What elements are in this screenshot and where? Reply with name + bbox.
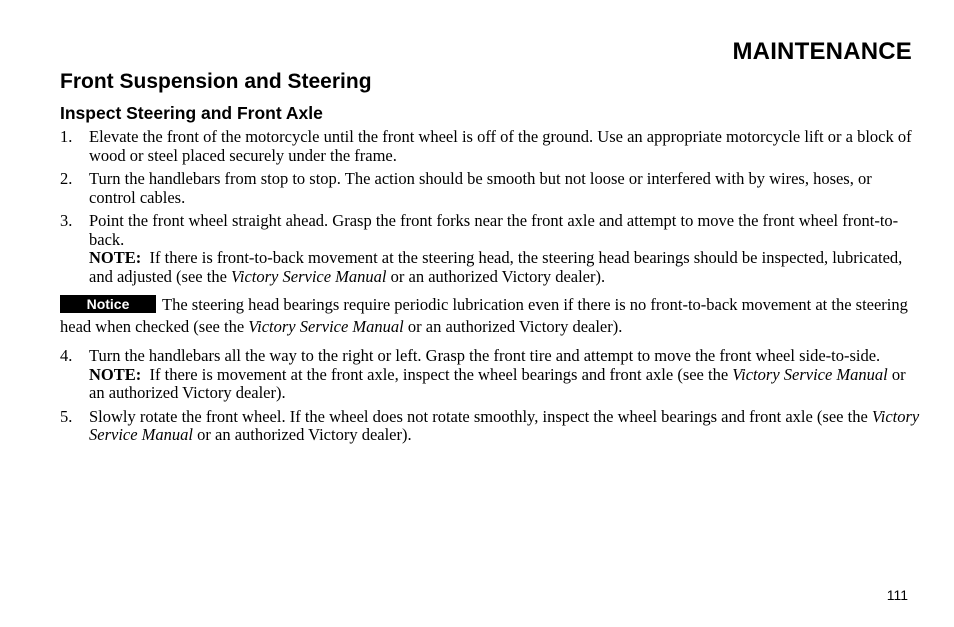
note-label: NOTE:: [89, 364, 142, 384]
step-number: 5.: [60, 406, 73, 426]
step-text: Slowly rotate the front wheel. If the wheel does not rotate smoothly, inspect the wheel bearings and front axle (see the: [89, 406, 872, 426]
step-number: 4.: [60, 346, 73, 365]
list-item: [60, 170, 920, 207]
step-text: Elevate the front of the motorcycle until the front wheel is off of the ground. Use an appropriate motorcycle lift or a block of wood or steel placed securely under the frame.: [89, 127, 912, 165]
list-item: [60, 408, 920, 445]
step-text: Turn the handlebars from stop to stop. The action should be smooth but not loose or interfered with by wires, hoses, or control cables.: [89, 169, 872, 207]
notice-text: The steering head bearings require periodic lubrication even if there is no front-to-back movement at the steering head when checked (see the: [60, 295, 908, 336]
note: [89, 365, 906, 403]
manual-title: Victory Service Manual: [89, 406, 920, 444]
list-item: [60, 212, 920, 286]
note-label: NOTE:: [89, 248, 142, 267]
subsection-title: Inspect Steering and Front Axle: [60, 103, 323, 123]
step-text-end: or an authorized Victory dealer).: [193, 425, 412, 444]
note-text: If there is front-to-back movement at the steering head, the steering head bearings should be inspected, lubricated, and adjusted (see the: [89, 248, 903, 286]
note-text-end: or an authorized Victory dealer).: [89, 364, 906, 402]
page-title: Front Suspension and Steering: [60, 70, 372, 93]
list-item: [60, 128, 920, 165]
step-number: 1.: [60, 127, 73, 146]
section-header: MAINTENANCE: [732, 38, 912, 65]
note-text-end: or an authorized Victory dealer).: [386, 266, 606, 286]
steps-list-b: [60, 347, 920, 450]
manual-title: Victory Service Manual: [732, 364, 888, 384]
list-item: [60, 347, 920, 403]
steps-list-a: [60, 128, 920, 291]
notice-block: [60, 294, 916, 338]
step-text: Turn the handlebars all the way to the right or left. Grasp the front tire and attempt to move the front wheel side-to-side.: [89, 346, 881, 365]
note: [89, 248, 902, 286]
step-number: 2.: [60, 169, 73, 188]
step-text: Point the front wheel straight ahead. Grasp the front forks near the front axle and attempt to move the front wheel front-to-back.: [89, 211, 899, 249]
manual-title: Victory Service Manual: [231, 266, 387, 286]
notice-text-end: or an authorized Victory dealer).: [403, 317, 623, 336]
manual-title: Victory Service Manual: [248, 317, 404, 336]
note-text: If there is movement at the front axle, inspect the wheel bearings and front axle (see the: [149, 364, 733, 384]
step-number: 3.: [60, 211, 73, 230]
page-number: 111: [886, 587, 908, 603]
notice-badge: Notice: [60, 295, 156, 313]
